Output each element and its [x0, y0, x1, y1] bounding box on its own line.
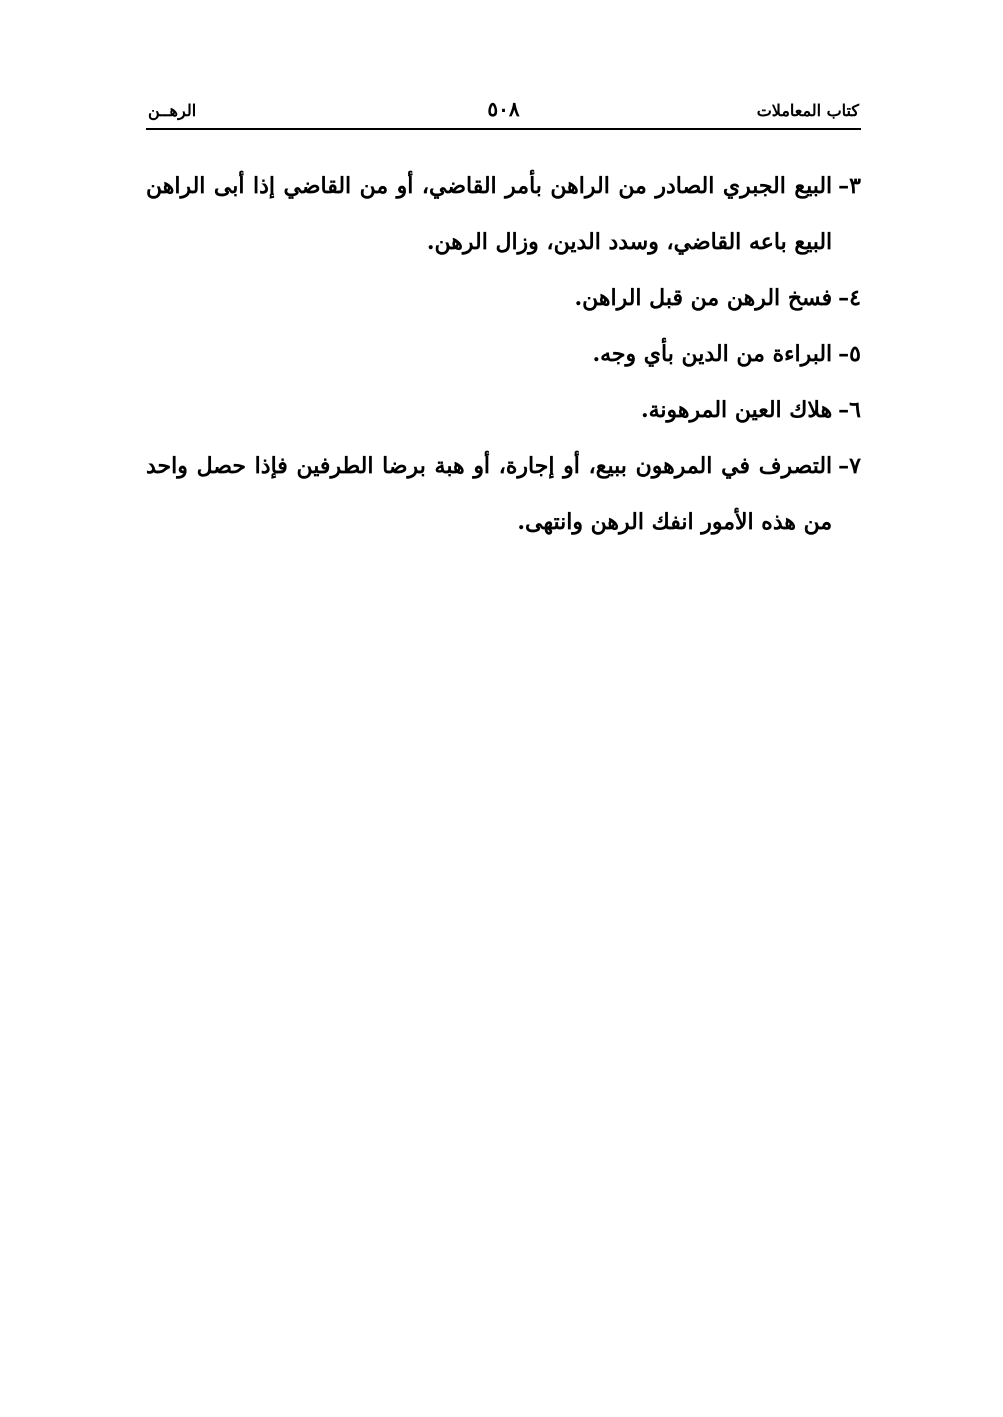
- list-item-number: ٥–: [838, 341, 861, 367]
- list-item-number: ٦–: [838, 397, 861, 423]
- book-title: كتاب المعاملات: [756, 101, 859, 120]
- list-item-number: ٣–: [838, 173, 861, 199]
- list-item-number: ٤–: [838, 285, 861, 311]
- list-item: [146, 438, 861, 550]
- page-header: [146, 96, 861, 130]
- list-item-text: البيع الجبري الصادر من الراهن بأمر القاضي، أو من القاضي إذا أبى الراهن البيع باعه القاضي، وسدد الدين، وزال الرهن.: [146, 173, 833, 255]
- header-divider: [146, 128, 861, 130]
- list-item-number: ٧–: [838, 453, 861, 479]
- list-item-text: التصرف في المرهون ببيع، أو إجارة، أو هبة برضا الطرفين فإذا حصل واحد من هذه الأمور انفك الرهن وانتهى.: [146, 453, 833, 535]
- page-body: [146, 158, 861, 550]
- chapter-title: الرهــن: [148, 101, 197, 120]
- list-item: [146, 382, 861, 438]
- list-item-text: فسخ الرهن من قبل الراهن.: [574, 285, 833, 311]
- page-number: ٥٠٨: [487, 97, 520, 121]
- list-item-text: هلاك العين المرهونة.: [640, 397, 833, 423]
- list-item: [146, 326, 861, 382]
- list-item-text: البراءة من الدين بأي وجه.: [592, 341, 833, 367]
- list-item: [146, 270, 861, 326]
- list-item: [146, 158, 861, 270]
